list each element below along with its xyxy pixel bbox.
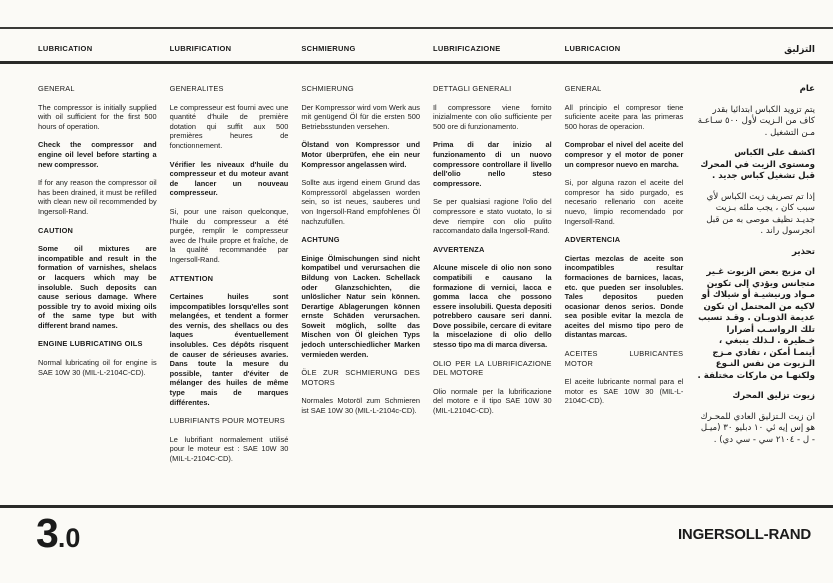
top-rule [0, 27, 833, 29]
section-heading: ENGINE LUBRICATING OILS [38, 339, 143, 349]
paragraph: اكشف على الكباس ومستوى الزيت في المحرك قبل تشغيل كباس جديد . [700, 148, 815, 181]
paragraph: Alcune miscele di olio non sono compatibili e causano la formazione di vernici, lacca e gomma lacca che possono essere insolubili. Questa depositi potrebbero causare seri danni. Dove possibile, cercare di evitare la miscelazione di olio dello stesso tipo ma di marca diversa. [432, 263, 552, 350]
column-english [38, 84, 157, 473]
column-headers-row [0, 44, 833, 55]
paragraph: Einige Ölmischungen sind nicht kompatibel und verursachen die Bildung von Lacken. Schellack oder Glanzschichten, die unlöslicher Natur sein können. Derartige Ablagerungen können ernste Schäden verursachen. Soweit möglich, sollte das Mischen von Öl gleichen Typs jedoch unterschiedlicher Marken vermieden werden. [301, 253, 420, 359]
section-heading: تحذير [792, 246, 815, 257]
brand-logo: INGERSOLL-RAND [677, 526, 811, 543]
column-spanish [565, 84, 684, 473]
paragraph: If for any reason the compressor oil has been drained, it must be refilled with clean new oil recommended by Ingersoll-Rand. [38, 178, 157, 216]
section-heading: ADVERTENCIA [564, 235, 621, 245]
paragraph: Il compressore viene fornito inizialmente con olio sufficiente per 500 ore di funzionamento. [432, 102, 552, 131]
column-header-arabic: التزليق [784, 44, 815, 54]
paragraph: إذا تم تصريف زيت الكباس لأي سبب كان ، يجب ملئه بـزيت جديـد نظيف موصى به من قبل انجرسول راند . [706, 191, 815, 236]
section-heading: ACEITES LUBRICANTES MOTOR [564, 349, 684, 368]
paragraph: Check the compressor and engine oil level before starting a new compressor. [38, 140, 157, 169]
column-header-italian: LUBRIFICAZIONE [432, 44, 501, 53]
paragraph: El aceite lubricante normal para el motor es SAE 10W 30 (MIL-L-2104C-CD). [564, 377, 684, 406]
page-number-minor: .0 [57, 523, 81, 553]
paragraph: Se per qualsiasi ragione l'olio del compressore e stato vuotato, lo si deve riempire con olio pulito raccomandato dalla Ingersoll-Rand. [432, 197, 552, 236]
paragraph: Ölstand von Kompressor und Motor überprüfen, ehe ein neur Kompressor angelassen wird. [301, 140, 420, 169]
section-heading: OLIO PER LA LUBRIFICAZIONE DEL MOTORE [432, 358, 552, 378]
paragraph: Sollte aus irgend einem Grund das Kompressoröl abgelassen worden sein, so ist neues, sauberes und von Ingersoll-Rand empfohlenes Öl nachzufüllen. [301, 178, 420, 226]
section-heading: ÖLE ZUR SCHMIERUNG DES MOTORS [301, 368, 420, 387]
paragraph: Comprobar el nivel del aceite del compresor y el motor de poner un compresor nuevo en marcha. [564, 140, 684, 169]
paragraph: Ciertas mezclas de aceite son incompatibles resultar formaciones de barnices, lacas, etc. que pueden ser insolubles. Tales depositos pueden ocasionar denos serios. Donde sea posible evitar la mezcla de aceites del mismo tipo pero de distantas marcas. [564, 253, 684, 340]
section-heading: ATTENTION [169, 273, 214, 283]
page-number-major: 3 [36, 510, 58, 556]
column-header-french: LUBRIFICATION [169, 44, 232, 53]
section-heading: CAUTION [38, 225, 74, 235]
paragraph: Normal lubricating oil for engine is SAE 10W 30 (MIL-L-2104C-CD). [38, 358, 157, 377]
page-footer [0, 506, 833, 583]
paragraph: The compressor is initially supplied with oil sufficient for the first 500 hours of operation. [38, 102, 157, 131]
paragraph: ان مزيج بعض الزيوت غـير متجانس ويؤدي إلى تكوين مـواد ورنيشيـة أو شيلاك أو لاكيه من المحتمل ان تكون عديمة الذوبـان . وقـد تسبب تلك الرواسـب أضرارا خـطيرة . لـذلك ينبغي ، أينمـا أمكن ، تفادي مـزج الـزيوت من نفس النـوع ولكنهـا من ماركات مختلفة . [697, 267, 815, 381]
section-heading: زيوت تزليق المحرك [732, 391, 815, 401]
paragraph: Prima di dar inizio al funzionamento di un nuovo compressore controllare il livello dell'olio nello steso compressore. [432, 140, 552, 188]
section-heading: GENERAL [38, 84, 75, 93]
paragraph: All principio el compresor tiene suficiente aceite para las primeras 500 horas de operacion. [564, 102, 684, 131]
section-heading: LUBRIFIANTS POUR MOTEURS [169, 416, 285, 426]
column-french [170, 84, 289, 473]
paragraph: ان زيت الـتزليق العادي للمحـرك هو إس إيه ئي ١٠ دبليو ٣٠ (ميـل - ل - ٢١٠٤ سي - سي دي) . [700, 411, 815, 445]
section-heading: SCHMIERUNG [301, 84, 354, 93]
column-header-german: SCHMIERUNG [301, 44, 356, 53]
section-heading: GENERAL [564, 84, 602, 93]
section-heading: عام [799, 84, 815, 94]
section-heading: AVVERTENZA [432, 244, 485, 254]
column-header-spanish: LUBRICACION [564, 44, 621, 53]
paragraph: Certaines huiles sont impcompatibles lorsqu'elles sont melangées, et tendent a former des vernis, des shellacs ou des laques éventuellement insolubles. Ces dépôts risquent de causer de sérieuses avaries. Dans toute la mesure du possible, tanter d'éviter de mélanger des huiles de même type mais de marques différentes. [169, 292, 289, 407]
paragraph: Olio normale per la lubrificazione del motore e il tipo SAE 10W 30 (MIL-L2104C-CD). [432, 386, 552, 416]
paragraph: Some oil mixtures are incompatible and result in the formation of varnishes, shelacs or lacquers which may be insoluble. Such deposits can cause serious damage. Where possible try to avoid mixing oils of the same type but with different brand names. [38, 244, 157, 330]
content-columns [0, 84, 833, 473]
paragraph: Si, por alguna razon el aceite del compresor ha sido purgado, es necesario rellenario con aceite nuevo, limpio recomendado por Ingersoll-Rand. [564, 178, 684, 226]
section-heading: ACHTUNG [301, 235, 340, 245]
paragraph: Le lubrifiant normalement utilisé pour le moteur est : SAE 10W 30 (MIL-L-2104C-CD). [169, 434, 289, 463]
column-header-english: LUBRICATION [38, 44, 93, 53]
section-heading: GENERALITES [169, 84, 224, 93]
section-heading: DETTAGLI GENERALI [432, 84, 512, 93]
header-divider-rule [0, 61, 833, 64]
column-german [301, 84, 420, 473]
column-italian [433, 84, 552, 473]
paragraph: Vérifier les niveaux d'huile du compresseur et du moteur avant de lancer un nouveau compresseur. [169, 159, 289, 198]
paragraph: Le compresseur est fourni avec une quantité d'huile de première dotation qui suffit aux 500 premières heures de fonctionnement. [169, 102, 289, 150]
paragraph: يتم تزويد الكباس ابتدائيا بقدر كاف من الـزيت لأول ٥٠٠ سـاعـة مـن التشغيل . [697, 104, 815, 138]
column-arabic [696, 84, 815, 473]
paragraph: Normales Motoröl zum Schmieren ist SAE 10W 30 (MIL-L-2104c-CD). [301, 396, 420, 416]
page-number [36, 510, 80, 557]
paragraph: Der Kompressor wird vom Werk aus mit genügend Öl für die ersten 500 Betriebsstunden versehen. [301, 102, 420, 131]
paragraph: Si, pour une raison quelconque, l'huile du compresseur a été purgée, remplir le compresseur avec de l'huile propre et fraîche, de la qualité recommandée par Ingersoll-Rand. [169, 206, 289, 264]
